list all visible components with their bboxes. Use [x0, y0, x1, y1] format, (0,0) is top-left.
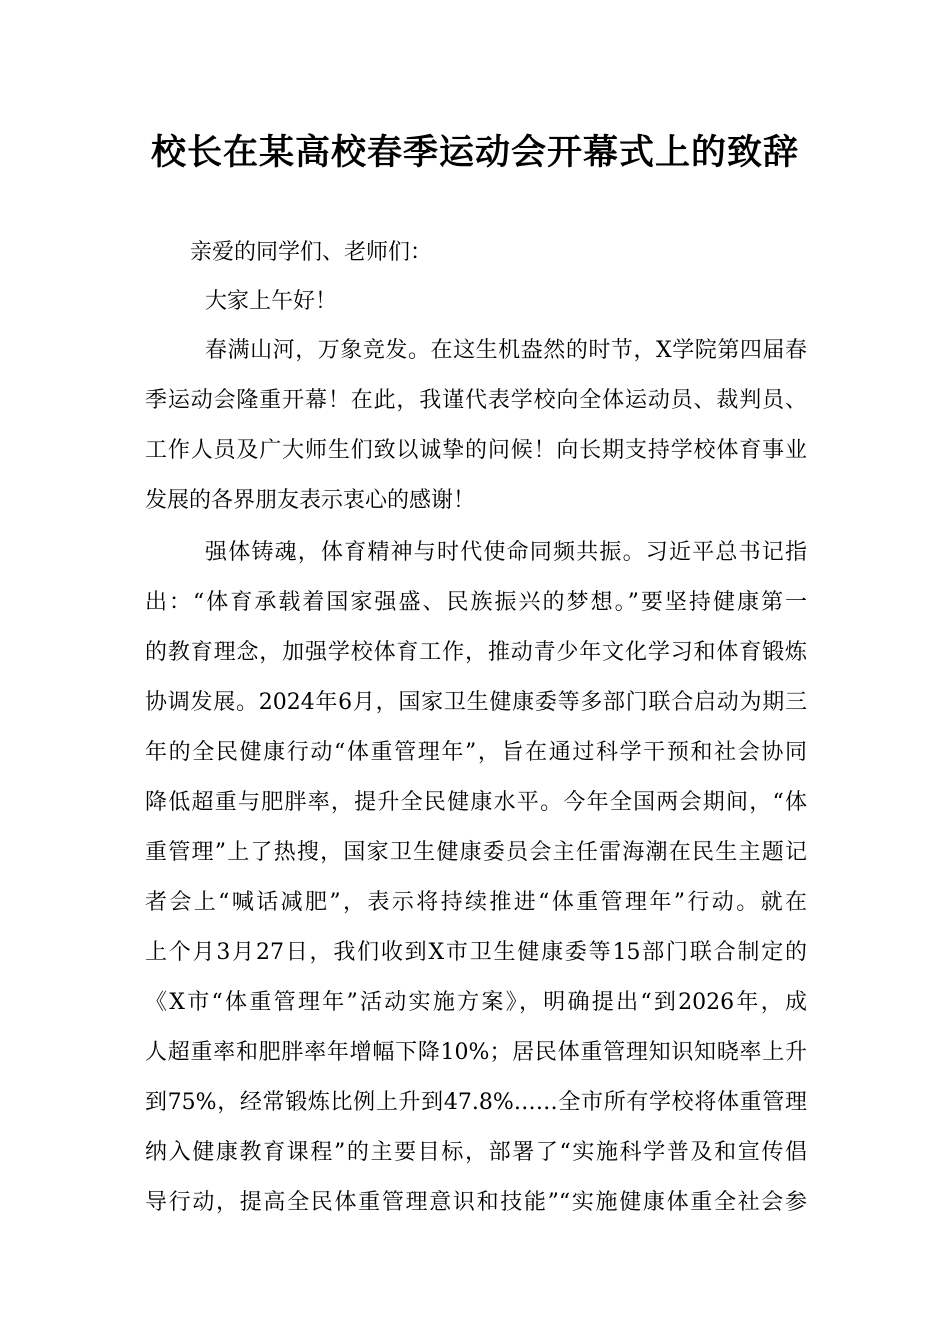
page-title: 校长在某高校春季运动会开幕式上的致辞: [150, 133, 799, 173]
paragraph-line: 人超重率和肥胖率年增幅下降10%；居民体重管理知识知晓率上升: [145, 1040, 807, 1065]
paragraph-line: 春满山河，万象竞发。在这生机盎然的时节，X学院第四届春: [205, 338, 807, 363]
paragraph-line: 者会上“喊话减肥”，表示将持续推进“体重管理年”行动。就在: [145, 890, 807, 915]
greeting: 大家上午好！: [205, 289, 338, 314]
paragraph-line: 强体铸魂，体育精神与时代使命同频共振。习近平总书记指: [205, 540, 807, 565]
paragraph-line: 纳入健康教育课程”的主要目标，部署了“实施科学普及和宣传倡: [145, 1140, 807, 1165]
paragraph-line: 上个月3月27日，我们收到X市卫生健康委等15部门联合制定的: [145, 940, 807, 965]
paragraph-line: 发展的各界朋友表示衷心的感谢！: [145, 488, 476, 513]
paragraph-line: 年的全民健康行动“体重管理年”，旨在通过科学干预和社会协同: [145, 740, 807, 765]
salutation: 亲爱的同学们、老师们：: [190, 240, 433, 265]
paragraph-line: 季运动会隆重开幕！在此，我谨代表学校向全体运动员、裁判员、: [145, 388, 807, 413]
paragraph-line: 的教育理念，加强学校体育工作，推动青少年文化学习和体育锻炼: [145, 640, 807, 665]
paragraph-line: 出：“体育承载着国家强盛、民族振兴的梦想。”要坚持健康第一: [145, 590, 807, 615]
paragraph-line: 工作人员及广大师生们致以诚挚的问候！向长期支持学校体育事业: [145, 438, 807, 463]
paragraph-line: 降低超重与肥胖率，提升全民健康水平。今年全国两会期间，“体: [145, 790, 807, 815]
paragraph-line: 协调发展。2024年6月，国家卫生健康委等多部门联合启动为期三: [145, 690, 807, 715]
paragraph-line: 重管理”上了热搜，国家卫生健康委员会主任雷海潮在民生主题记: [145, 840, 807, 865]
paragraph-line: 到75%，经常锻炼比例上升到47.8%……全市所有学校将体重管理: [145, 1090, 807, 1115]
paragraph-line: 《X市“体重管理年”活动实施方案》，明确提出“到2026年，成: [145, 990, 807, 1015]
paragraph-2: [145, 528, 807, 1228]
paragraph-1: [145, 326, 807, 526]
paragraph-line: 导行动，提高全民体重管理意识和技能”“实施健康体重全社会参: [145, 1190, 807, 1215]
